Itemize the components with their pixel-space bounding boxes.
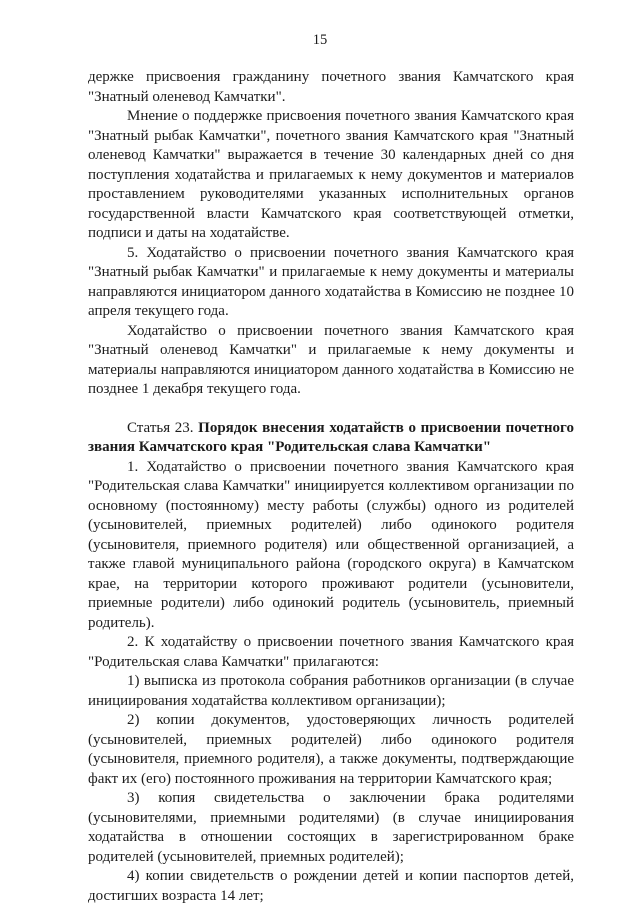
document-body xyxy=(88,68,574,906)
list-item-3: 3) копия свидетельства о заключении брака родителями (усыновителями, приемными родителями) (в случае инициирования ходатайства в отношении состоящих в зарегистрированном браке родителей (усыновителей, приемных родителей); xyxy=(88,790,574,865)
paragraph-reindeer-deadline: Ходатайство о присвоении почетного звания Камчатского края "Знатный оленевод Камчатки" и прилагаемые к нему документы и материалы направляются инициатором данного ходатайства в Комиссию не позднее 1 декабря текущего года. xyxy=(88,322,574,397)
article-paragraph-1: 1. Ходатайство о присвоении почетного звания Камчатского края "Родительская слава Камчатки" инициируется коллективом организации по основному (постоянному) месту работы (службы) одного из родителей (усыновителей, приемных родителей) либо одинокого родителя (усыновителя, приемного родителя) или общественной организацией, а также главой муниципального района (городского округа) в Камчатском крае, на территории которого проживают родители (усыновители, приемные родители) либо одинокий родитель (усыновитель, приемный родитель). xyxy=(88,458,574,631)
article-heading xyxy=(88,419,574,458)
page-number: 15 xyxy=(312,32,328,48)
paragraph-opinion: Мнение о поддержке присвоения почетного звания Камчатского края "Знатный рыбак Камчатки", почетного звания Камчатского края "Знатный оленевод Камчатки" выражается в течение 30 календарных дней со дня поступления ходатайства и прилагаемых к нему документов и материалов проставлением руководителями указанных исполнительных органов государственной власти Камчатского края соответствующей отметки, подписи и даты на ходатайстве. xyxy=(88,108,574,241)
paragraph-item-5: 5. Ходатайство о присвоении почетного звания Камчатского края "Знатный рыбак Камчатки" и прилагаемые к нему документы и материалы направляются инициатором данного ходатайства в Комиссию не позднее 10 апреля текущего года. xyxy=(88,244,574,319)
article-paragraph-2: 2. К ходатайству о присвоении почетного звания Камчатского края "Родительская слава Камчатки" прилагаются: xyxy=(88,634,574,670)
list-item-1: 1) выписка из протокола собрания работников организации (в случае инициирования ходатайства коллективом организации); xyxy=(88,673,574,709)
article-title: Порядок внесения ходатайств о присвоении почетного звания Камчатского края "Родительская слава Камчатки" xyxy=(88,419,574,455)
article-number: Статья 23. xyxy=(127,419,194,436)
paragraph-continuation: держке присвоения гражданину почетного звания Камчатского края "Знатный оленевод Камчатки". xyxy=(88,69,574,105)
list-item-2: 2) копии документов, удостоверяющих личность родителей (усыновителей, приемных родителей) либо одинокого родителя (усыновителя, приемного родителя), а также документы, подтверждающие факт их (его) постоянного проживания на территории Камчатского края; xyxy=(88,712,574,787)
list-item-4: 4) копии свидетельств о рождении детей и копии паспортов детей, достигших возраста 14 лет; xyxy=(88,868,574,904)
section-gap xyxy=(88,400,574,419)
